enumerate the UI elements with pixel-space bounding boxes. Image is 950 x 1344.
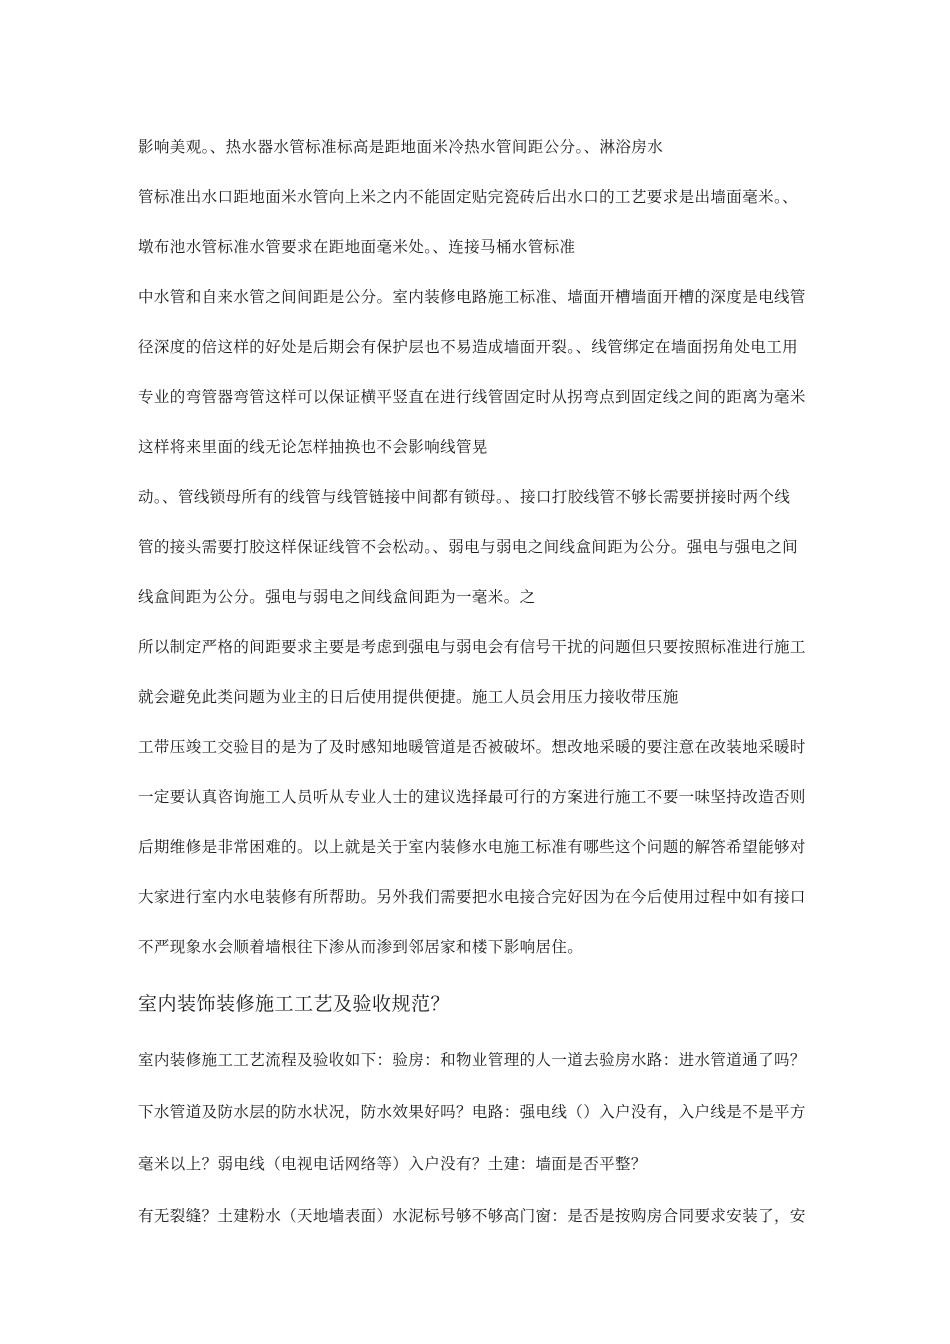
body-line: 中水管和自来水管之间间距是公分。室内装修电路施工标准、墙面开槽墙面开槽的深度是电线管 [138, 288, 806, 306]
body-line: 管标准出水口距地面米水管向上米之内不能固定贴完瓷砖后出水口的工艺要求是出墙面毫米。、 [138, 188, 799, 206]
body-line: 管的接头需要打胶这样保证线管不会松动。、弱电与弱电之间线盒间距为公分。强电与强电之间 [138, 538, 799, 556]
body-line: 毫米以上？弱电线（电视电话网络等）入户没有？土建：墙面是否平整？ [138, 1155, 647, 1173]
body-line: 所以制定严格的间距要求主要是考虑到强电与弱电会有信号干扰的问题但只要按照标准进行施工 [138, 638, 806, 656]
section-heading: 室内装饰装修施工工艺及验收规范？ [138, 993, 451, 1015]
body-line: 线盒间距为公分。强电与弱电之间线盒间距为一毫米。之 [138, 588, 536, 606]
body-line: 不严现象水会顺着墙根往下渗从而渗到邻居家和楼下影响居住。 [138, 938, 584, 956]
body-line: 一定要认真咨询施工人员听从专业人士的建议选择最可行的方案进行施工不要一味坚持改造否则 [138, 788, 806, 806]
body-line: 后期维修是非常困难的。以上就是关于室内装修水电施工标准有哪些这个问题的解答希望能够对 [138, 838, 806, 856]
body-line: 墩布池水管标准水管要求在距地面毫米处。、连接马桶水管标准 [138, 238, 576, 256]
body-line: 就会避免此类问题为业主的日后使用提供便捷。施工人员会用压力接收带压施 [138, 688, 679, 706]
body-line: 下水管道及防水层的防水状况，防水效果好吗？电路：强电线（）入户没有，入户线是不是平方 [138, 1103, 806, 1121]
body-line: 专业的弯管器弯管这样可以保证横平竖直在进行线管固定时从拐弯点到固定线之间的距离为毫米 [138, 388, 806, 406]
body-line: 径深度的倍这样的好处是后期会有保护层也不易造成墙面开裂。、线管绑定在墙面拐角处电工用 [138, 338, 799, 356]
body-line: 动。、管线锁母所有的线管与线管链接中间都有锁母。、接口打胶线管不够长需要拼接时两个线 [138, 488, 791, 506]
body-line: 有无裂缝？土建粉水（天地墙表面）水泥标号够不够高门窗：是否是按购房合同要求安装了，安 [138, 1207, 806, 1225]
body-line: 工带压竣工交验目的是为了及时感知地暖管道是否被破坏。想改地采暖的要注意在改装地采暖时 [138, 738, 806, 756]
body-line: 这样将来里面的线无论怎样抽换也不会影响线管晃 [138, 438, 488, 456]
body-line: 影响美观。、热水器水管标准标高是距地面米冷热水管间距公分。、淋浴房水 [138, 138, 664, 156]
body-line: 大家进行室内水电装修有所帮助。另外我们需要把水电接合完好因为在今后使用过程中如有接口 [138, 888, 806, 906]
body-line: 室内装修施工工艺流程及验收如下：验房：和物业管理的人一道去验房水路：进水管道通了吗？ [138, 1051, 806, 1069]
